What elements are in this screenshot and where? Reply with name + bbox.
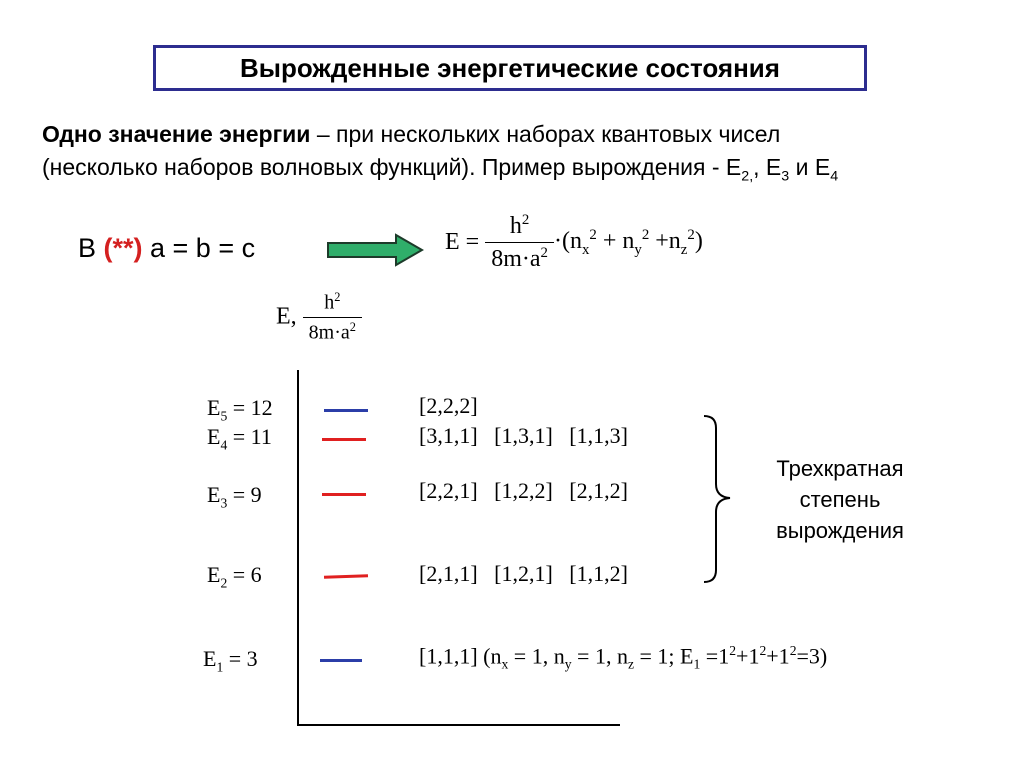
e1-letter: E [203, 646, 217, 671]
formula-numerator [504, 212, 535, 242]
formula-close: ) [694, 227, 703, 254]
gd-c: = 1; E [634, 643, 694, 669]
planck-h: h [509, 213, 522, 239]
e5-value: = 12 [227, 395, 273, 420]
gd-g: =3) [796, 643, 828, 669]
intro-line2-start: (несколько наборов волновых функций). Пример вырождения - Е [42, 154, 742, 180]
gd-sub-1: 1 [693, 656, 701, 672]
exp-z: 2 [687, 226, 695, 243]
gd-sub-x: x [501, 656, 509, 672]
e2-subscript: 2, [741, 168, 754, 185]
gd-sq-3: 2 [789, 643, 797, 658]
intro-line1-rest: – при нескольких наборах квантовых чисел [310, 121, 781, 147]
curly-brace-icon [700, 412, 740, 587]
e2-value: = 6 [227, 562, 262, 587]
axis-denominator [303, 317, 362, 345]
gd-f: +1 [766, 643, 790, 669]
e3-sub: 3 [220, 495, 228, 511]
e1-set: [1,1,1] [419, 643, 478, 669]
e4-subscript: 4 [830, 168, 839, 185]
e3-value: = 9 [227, 482, 262, 507]
e2-letter: E [207, 562, 221, 587]
level-line-e4 [322, 438, 366, 441]
note-line-1: Трехкратная [776, 456, 904, 481]
level-sets-e1 [419, 643, 827, 673]
gd-sq-1: 2 [729, 643, 737, 658]
level-line-e1 [320, 659, 362, 662]
formula-dot: · [553, 227, 562, 254]
e4-value: = 11 [227, 424, 272, 449]
condition-prefix: В [78, 233, 104, 263]
num-exponent: 2 [521, 212, 530, 228]
condition-marker: (**) [103, 233, 143, 263]
intro-line-2 [42, 151, 838, 194]
energy-formula [445, 212, 703, 273]
plus-ny: + n [596, 227, 635, 254]
intro-bold: Одно значение энергии [42, 121, 311, 147]
page-title: Вырожденные энергетические состояния [153, 45, 867, 91]
gd-b: = 1, n [571, 643, 628, 669]
x-axis [297, 724, 620, 726]
level-label-e1 [203, 646, 258, 675]
formula-fraction [485, 212, 554, 273]
intro-text [42, 118, 838, 194]
formula-denominator [485, 242, 554, 273]
gd-a: = 1, n [508, 643, 565, 669]
sub-z: z [680, 241, 688, 258]
e4-sub: 4 [220, 437, 228, 453]
note-line-3: вырождения [776, 518, 904, 543]
e1-sub: 1 [216, 659, 224, 675]
axis-den: 8m·a [308, 321, 350, 344]
note-line-2: степень [799, 487, 881, 512]
gd-sub-z: z [627, 656, 635, 672]
formula-parenthetical [553, 226, 703, 258]
gd-open: (n [477, 643, 502, 669]
level-label-e3 [207, 482, 262, 511]
intro-and: и Е [789, 154, 831, 180]
exp-x: 2 [589, 226, 597, 243]
intro-comma: , Е [753, 154, 782, 180]
axis-e: E, [276, 303, 297, 330]
level-sets-e2: [2,1,1] [1,2,1] [1,1,2] [419, 561, 628, 586]
den-exponent: 2 [540, 245, 548, 261]
gd-e: +1 [736, 643, 760, 669]
exp-y: 2 [641, 226, 650, 243]
axis-den-exp: 2 [349, 319, 356, 334]
sub-x: x [581, 241, 590, 258]
gd-sq-2: 2 [759, 643, 767, 658]
intro-line-1 [42, 118, 838, 151]
level-label-e5 [207, 395, 273, 424]
level-label-e2 [207, 562, 262, 591]
level-line-e3 [322, 493, 366, 496]
level-sets-e3: [2,2,1] [1,2,2] [2,1,2] [419, 478, 628, 503]
level-line-e2 [324, 574, 368, 579]
gd-sub-y: y [564, 656, 572, 672]
level-line-e5 [324, 409, 368, 412]
e2-sub: 2 [220, 575, 228, 591]
axis-num-exp: 2 [334, 290, 341, 304]
gd-d: =1 [700, 643, 730, 669]
e5-sub: 5 [220, 408, 228, 424]
level-sets-e4: [3,1,1] [1,3,1] [1,1,3] [419, 423, 628, 448]
plus-nz: +n [649, 227, 681, 254]
e3-letter: E [207, 482, 221, 507]
axis-h: h [324, 291, 335, 314]
axis-numerator [318, 290, 346, 317]
level-label-e4 [207, 424, 272, 453]
formula-paren: (n [561, 227, 582, 254]
y-axis [297, 370, 299, 725]
condition-equality: a = b = c [142, 233, 256, 263]
right-arrow-icon [326, 232, 426, 268]
level-sets-e5: [2,2,2] [419, 393, 478, 418]
axis-label [276, 290, 362, 344]
axis-fraction [303, 290, 362, 344]
e5-letter: E [207, 395, 221, 420]
e1-value: = 3 [223, 646, 258, 671]
e4-letter: E [207, 424, 221, 449]
sub-y: y [634, 241, 642, 258]
degeneracy-note [745, 453, 935, 546]
e3-subscript: 3 [781, 168, 790, 185]
condition [78, 233, 255, 264]
formula-lhs: E = [445, 229, 480, 255]
den-text: 8m·a [491, 246, 541, 272]
